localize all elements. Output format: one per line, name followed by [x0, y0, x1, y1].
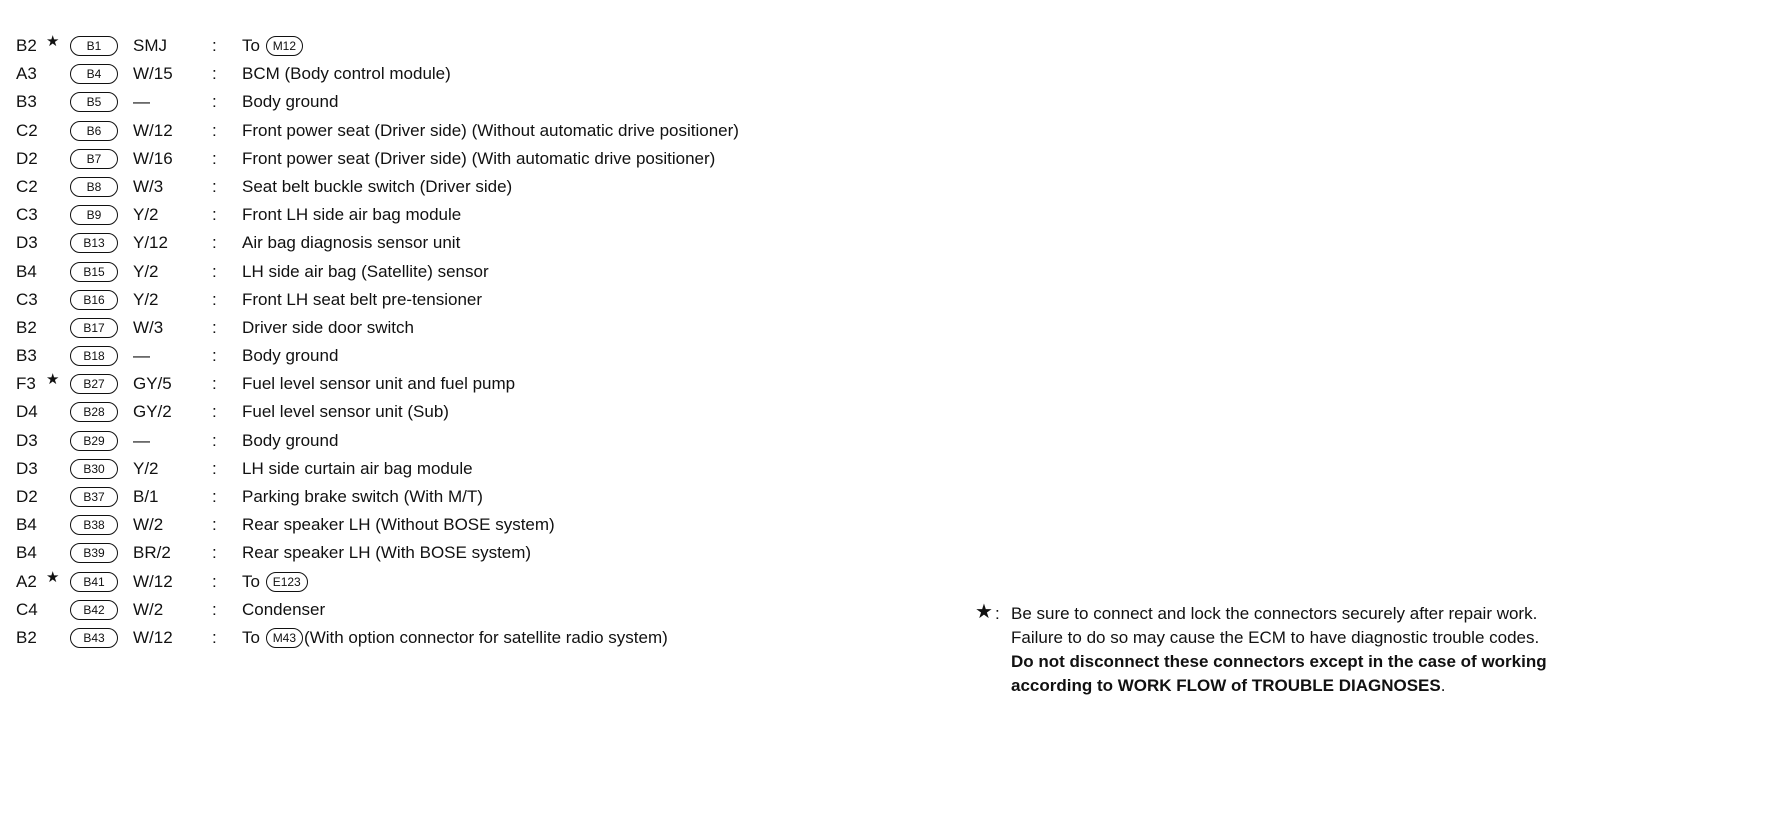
grid-ref: B3	[16, 346, 37, 366]
grid-ref: C3	[16, 205, 38, 225]
separator-colon: :	[212, 317, 217, 337]
description-text: To	[242, 571, 265, 591]
description-text: LH side air bag (Satellite) sensor	[242, 261, 489, 281]
grid-ref: A2	[16, 571, 37, 591]
connector-code: W/12	[133, 627, 173, 647]
grid-ref: B2	[16, 627, 37, 647]
grid-ref: D3	[16, 430, 38, 450]
connector-description	[242, 34, 304, 58]
connector-description	[242, 147, 715, 171]
connector-code: B/1	[133, 487, 159, 506]
connector-code: W/3	[133, 317, 164, 337]
connector-code: —	[133, 430, 150, 450]
grid-ref: B2	[16, 36, 37, 55]
connector-description	[242, 570, 309, 594]
connector-description	[242, 541, 531, 565]
connector-number: B18	[70, 346, 118, 366]
separator-colon: :	[212, 176, 217, 196]
connector-code: —	[133, 346, 150, 366]
connector-code: SMJ	[133, 36, 167, 55]
separator-colon: :	[212, 430, 217, 450]
description-text: Front LH seat belt pre-tensioner	[242, 289, 483, 309]
note-text	[1011, 602, 1731, 698]
connector-code: Y/2	[133, 261, 159, 281]
star-icon: ★	[46, 568, 60, 586]
connector-description	[242, 626, 668, 650]
description-text: Fuel level sensor unit and fuel pump	[242, 374, 516, 394]
grid-ref: C4	[16, 599, 38, 619]
note-line-2: Failure to do so may cause the ECM to have diagnostic trouble codes.	[1011, 628, 1540, 647]
separator-colon: :	[212, 571, 217, 591]
grid-ref: D3	[16, 233, 38, 253]
description-text: (With option connector for satellite radio system)	[304, 627, 668, 647]
grid-ref: D4	[16, 402, 38, 422]
connector-number: B16	[70, 290, 118, 310]
separator-colon: :	[212, 289, 217, 309]
connector-code: W/12	[133, 120, 173, 140]
separator-colon: :	[212, 120, 217, 140]
separator-colon: :	[212, 92, 217, 112]
note-colon: :	[995, 604, 1000, 623]
connector-description	[242, 485, 483, 509]
separator-colon: :	[212, 205, 217, 225]
separator-colon: :	[212, 148, 217, 168]
description-text: Body ground	[242, 92, 339, 112]
connector-code: W/12	[133, 571, 173, 591]
grid-ref: C3	[16, 289, 38, 309]
connector-code: Y/2	[133, 205, 159, 225]
connector-code: W/16	[133, 148, 173, 168]
connector-number: B38	[70, 515, 118, 535]
connector-description	[242, 513, 555, 537]
description-text: Fuel level sensor unit (Sub)	[242, 402, 449, 422]
note-line-4-period: .	[1440, 676, 1446, 695]
connector-number: B5	[70, 92, 118, 112]
description-text: Front power seat (Driver side) (Without automatic drive positioner)	[242, 120, 739, 140]
connector-number: B1	[70, 36, 118, 56]
connector-number: B15	[70, 262, 118, 282]
connector-number: B41	[70, 572, 118, 592]
grid-ref: B4	[16, 543, 37, 563]
connector-number: B4	[70, 64, 118, 84]
connector-description	[242, 231, 460, 255]
connector-code: Y/12	[133, 233, 168, 253]
connector-number: B42	[70, 600, 118, 620]
grid-ref: A3	[16, 64, 37, 84]
note-line-4-text: according to WORK FLOW of TROUBLE DIAGNOSES	[1011, 676, 1441, 695]
connector-code: GY/5	[133, 374, 172, 394]
description-text: Front LH side air bag module	[242, 205, 462, 225]
grid-ref: D2	[16, 148, 38, 168]
connector-description	[242, 90, 338, 114]
star-icon: ★	[975, 601, 993, 623]
connector-description	[242, 429, 338, 453]
separator-colon: :	[212, 64, 217, 84]
star-icon: ★	[46, 33, 60, 50]
connector-number: B28	[70, 402, 118, 422]
connector-description	[242, 344, 338, 368]
connector-description	[242, 119, 739, 143]
connector-description	[242, 457, 473, 481]
connector-description	[242, 372, 515, 396]
connector-number: B8	[70, 177, 118, 197]
connector-code: Y/2	[133, 458, 159, 478]
connector-number: B29	[70, 431, 118, 451]
connector-ref: E123	[266, 572, 308, 592]
connector-code: W/2	[133, 515, 164, 535]
grid-ref: B4	[16, 261, 37, 281]
connector-description	[242, 62, 451, 86]
connector-code: Y/2	[133, 289, 159, 309]
connector-description	[242, 400, 449, 424]
connector-number: B13	[70, 233, 118, 253]
description-text: Body ground	[242, 346, 339, 366]
connector-code: W/3	[133, 176, 164, 196]
connector-code: —	[133, 92, 150, 112]
grid-ref: B4	[16, 515, 37, 535]
connector-code: GY/2	[133, 402, 172, 422]
separator-colon: :	[212, 402, 217, 422]
connector-ref: M12	[266, 36, 303, 56]
separator-colon: :	[212, 543, 217, 563]
grid-ref: D3	[16, 458, 38, 478]
description-text: To	[242, 36, 265, 55]
grid-ref: B2	[16, 317, 37, 337]
separator-colon: :	[212, 487, 217, 506]
separator-colon: :	[212, 515, 217, 535]
note-line-3: Do not disconnect these connectors except in the case of working	[1011, 652, 1547, 671]
grid-ref: C2	[16, 176, 38, 196]
connector-code: W/2	[133, 599, 164, 619]
description-text: Condenser	[242, 599, 326, 619]
star-icon: ★	[46, 371, 60, 389]
connector-number: B27	[70, 374, 118, 394]
description-text: Seat belt buckle switch (Driver side)	[242, 176, 513, 196]
connector-number: B7	[70, 149, 118, 169]
description-text: To	[242, 627, 265, 647]
description-text: Parking brake switch (With M/T)	[242, 487, 483, 506]
grid-ref: F3	[16, 374, 36, 394]
grid-ref: B3	[16, 92, 37, 112]
separator-colon: :	[212, 233, 217, 253]
grid-ref: D2	[16, 487, 38, 506]
connector-description	[242, 175, 512, 199]
connector-number: B37	[70, 487, 118, 507]
connector-description	[242, 260, 489, 284]
description-text: Air bag diagnosis sensor unit	[242, 233, 461, 253]
connector-description	[242, 288, 482, 312]
connector-description	[242, 316, 414, 340]
connector-description	[242, 203, 461, 227]
description-text: Rear speaker LH (Without BOSE system)	[242, 515, 555, 535]
description-text: Rear speaker LH (With BOSE system)	[242, 543, 532, 563]
separator-colon: :	[212, 36, 217, 55]
description-text: Front power seat (Driver side) (With automatic drive positioner)	[242, 148, 716, 168]
connector-number: B39	[70, 543, 118, 563]
note-line-4	[1011, 674, 1731, 698]
connector-number: B43	[70, 628, 118, 648]
separator-colon: :	[212, 458, 217, 478]
separator-colon: :	[212, 599, 217, 619]
separator-colon: :	[212, 374, 217, 394]
separator-colon: :	[212, 346, 217, 366]
grid-ref: C2	[16, 120, 38, 140]
connector-number: B6	[70, 121, 118, 141]
connector-number: B17	[70, 318, 118, 338]
connector-description	[242, 598, 325, 622]
connector-number: B9	[70, 205, 118, 225]
description-text: BCM (Body control module)	[242, 64, 451, 84]
connector-code: BR/2	[133, 543, 171, 563]
connector-ref: M43	[266, 628, 303, 648]
description-text: Body ground	[242, 430, 339, 450]
separator-colon: :	[212, 261, 217, 281]
description-text: LH side curtain air bag module	[242, 458, 473, 478]
connector-code: W/15	[133, 64, 173, 84]
separator-colon: :	[212, 627, 217, 647]
description-text: Driver side door switch	[242, 317, 414, 337]
note-line-1: Be sure to connect and lock the connectors securely after repair work.	[1011, 604, 1538, 623]
connector-number: B30	[70, 459, 118, 479]
